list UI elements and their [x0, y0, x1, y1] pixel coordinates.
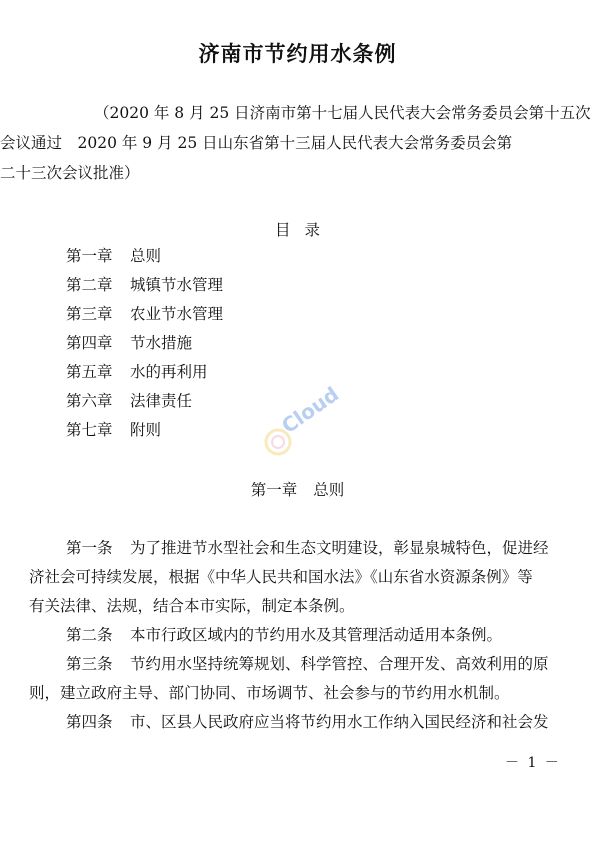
- chapter-title: 总则: [313, 481, 345, 499]
- toc-chapter-title: 水的再利用: [130, 363, 208, 381]
- toc-chapter-number: 第四章: [66, 334, 113, 352]
- toc-chapter-number: 第七章: [66, 421, 113, 439]
- subtitle-line: 会议通过 2020 年 9 月 25 日山东省第十三届人民代表大会常务委员会第: [0, 134, 513, 152]
- article-line: [66, 621, 562, 650]
- toc-item: [66, 416, 223, 445]
- article-number: 第一条: [66, 539, 113, 557]
- article-text: 市、区县人民政府应当将节约用水工作纳入国民经济和社会发: [130, 713, 549, 731]
- chapter-heading: [0, 478, 595, 500]
- article-line: 则，建立政府主导、部门协同、市场调节、社会参与的节约用水机制。: [29, 684, 510, 702]
- cloud-watermark-icon: [258, 382, 358, 462]
- toc-item: [66, 387, 223, 416]
- toc-chapter-number: 第五章: [66, 363, 113, 381]
- toc-chapter-title: 总则: [130, 247, 162, 265]
- article-text: 节约用水坚持统筹规划、科学管控、合理开发、高效利用的原: [130, 655, 549, 673]
- toc-item: [66, 242, 223, 271]
- document-title: 济南市节约用水条例: [198, 41, 397, 66]
- article-line: 济社会可持续发展，根据《中华人民共和国水法》《山东省水资源条例》等: [29, 568, 533, 586]
- document-subtitle: [0, 98, 591, 188]
- article-line: [66, 534, 562, 563]
- chapter-number: 第一章: [250, 481, 298, 499]
- article-body: [29, 534, 562, 737]
- article-number: 第二条: [66, 626, 113, 644]
- subtitle-line: （2020 年 8 月 25 日济南市第十七届人民代表大会常务委员会第十五次: [94, 104, 591, 122]
- cloud-watermark: [258, 382, 358, 462]
- article-line: [66, 708, 562, 737]
- article: [29, 650, 562, 708]
- table-of-contents: [66, 242, 223, 445]
- toc-chapter-title: 节水措施: [130, 334, 193, 352]
- article-text: 本市行政区域内的节约用水及其管理活动适用本条例。: [130, 626, 503, 644]
- article: [66, 708, 562, 737]
- article-number: 第四条: [66, 713, 113, 731]
- toc-chapter-title: 法律责任: [130, 392, 193, 410]
- toc-chapter-number: 第三章: [66, 305, 113, 323]
- watermark-text: Cloud: [277, 382, 344, 439]
- toc-chapter-number: 第一章: [66, 247, 113, 265]
- toc-chapter-number: 第二章: [66, 276, 113, 294]
- toc-chapter-title: 附则: [130, 421, 162, 439]
- article-line: 有关法律、法规，结合本市实际，制定本条例。: [29, 597, 355, 615]
- article-line: [66, 650, 562, 679]
- article-text: 为了推进节水型社会和生态文明建设，彰显泉城特色，促进经: [130, 539, 549, 557]
- toc-item: [66, 358, 223, 387]
- toc-chapter-title: 城镇节水管理: [130, 276, 224, 294]
- article: [66, 621, 562, 650]
- toc-item: [66, 271, 223, 300]
- subtitle-line: 二十三次会议批准）: [0, 164, 140, 182]
- toc-chapter-number: 第六章: [66, 392, 113, 410]
- toc-item: [66, 300, 223, 329]
- article: [29, 534, 562, 621]
- toc-chapter-title: 农业节水管理: [130, 305, 224, 323]
- toc-heading: 目录: [274, 221, 334, 239]
- article-number: 第三条: [66, 655, 113, 673]
- toc-item: [66, 329, 223, 358]
- page-number: － 1 －: [505, 755, 561, 771]
